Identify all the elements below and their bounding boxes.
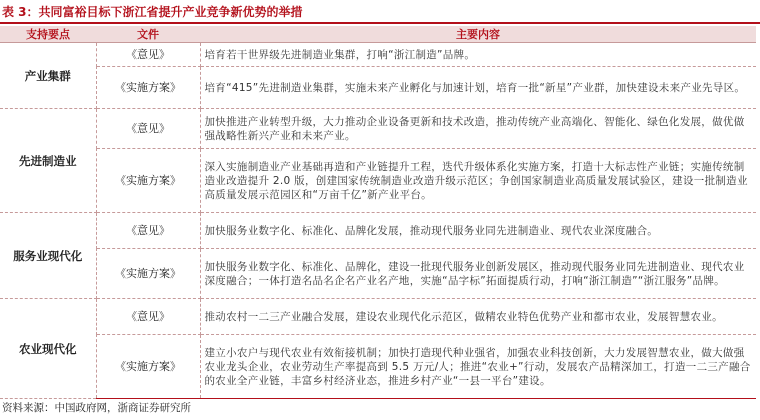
header-category: 支持要点 xyxy=(0,26,96,43)
source-note: 资料来源：中国政府网，浙商证券研究所 xyxy=(2,402,191,414)
category-cell: 先进制造业 xyxy=(0,109,96,213)
table-row xyxy=(0,213,756,249)
document-cell: 《意见》 xyxy=(96,213,200,249)
table-row xyxy=(0,299,756,335)
table-row xyxy=(0,67,756,109)
header-content: 主要内容 xyxy=(200,26,756,43)
table-row xyxy=(0,109,756,149)
measures-table xyxy=(0,26,756,399)
table-header-row xyxy=(0,26,756,43)
content-cell: 推动农村一二三产业融合发展，建设农业现代化示范区，做精农业特色优势产业和都市农业，发展智慧农业。 xyxy=(200,299,756,335)
document-cell: 《实施方案》 xyxy=(96,249,200,299)
header-document: 文件 xyxy=(96,26,200,43)
title-rule xyxy=(0,22,760,24)
content-cell: 培育若干世界级先进制造业集群，打响“浙江制造”品牌。 xyxy=(200,43,756,67)
document-cell: 《实施方案》 xyxy=(96,67,200,109)
category-cell: 产业集群 xyxy=(0,43,96,109)
document-cell: 《意见》 xyxy=(96,299,200,335)
table-row xyxy=(0,43,756,67)
document-cell: 《意见》 xyxy=(96,109,200,149)
table-row xyxy=(0,149,756,213)
document-cell: 《实施方案》 xyxy=(96,149,200,213)
content-cell: 建立小农户与现代农业有效衔接机制；加快打造现代种业强省，加强农业科技创新，大力发展智慧农业，做大做强农业龙头企业，农业劳动生产率提高到 5.5 万元/人；推进“农业+”行动，发展农产品精深加工，打造一二三产融合的农业全产业链，丰富乡村经济业态，推进乡村产业“一县一平台”建设。 xyxy=(200,335,756,399)
content-cell: 加快推进产业转型升级，大力推动企业设备更新和技术改造，推动传统产业高端化、智能化、绿色化发展，做优做强战略性新兴产业和未来产业。 xyxy=(200,109,756,149)
content-cell: 培育“415”先进制造业集群，实施未来产业孵化与加速计划，培育一批“新星”产业群，加快建设未来产业先导区。 xyxy=(200,67,756,109)
document-cell: 《实施方案》 xyxy=(96,335,200,399)
table-title: 表 3：共同富裕目标下浙江省提升产业竞争新优势的举措 xyxy=(2,5,303,19)
content-cell: 深入实施制造业产业基础再造和产业链提升工程，迭代升级体系化实施方案，打造十大标志性产业链；实施传统制造业改造提升 2.0 版，创建国家传统制造业改造升级示范区；争创国家制造业高质量发展试验区，建设一批制造业高质量发展示范园区和“万亩千亿”新产业平台。 xyxy=(200,149,756,213)
content-cell: 加快服务业数字化、标准化、品牌化发展，推动现代服务业同先进制造业、现代农业深度融合。 xyxy=(200,213,756,249)
content-cell: 加快服务业数字化、标准化、品牌化，建设一批现代服务业创新发展区，推动现代服务业同先进制造业、现代农业深度融合；一体打造名品名企名产业名产地，实施“品字标”拓面提质行动，打响“浙江制造”“浙江服务”品牌。 xyxy=(200,249,756,299)
table-row xyxy=(0,335,756,399)
category-cell: 农业现代化 xyxy=(0,299,96,399)
table-row xyxy=(0,249,756,299)
document-cell: 《意见》 xyxy=(96,43,200,67)
category-cell: 服务业现代化 xyxy=(0,213,96,299)
